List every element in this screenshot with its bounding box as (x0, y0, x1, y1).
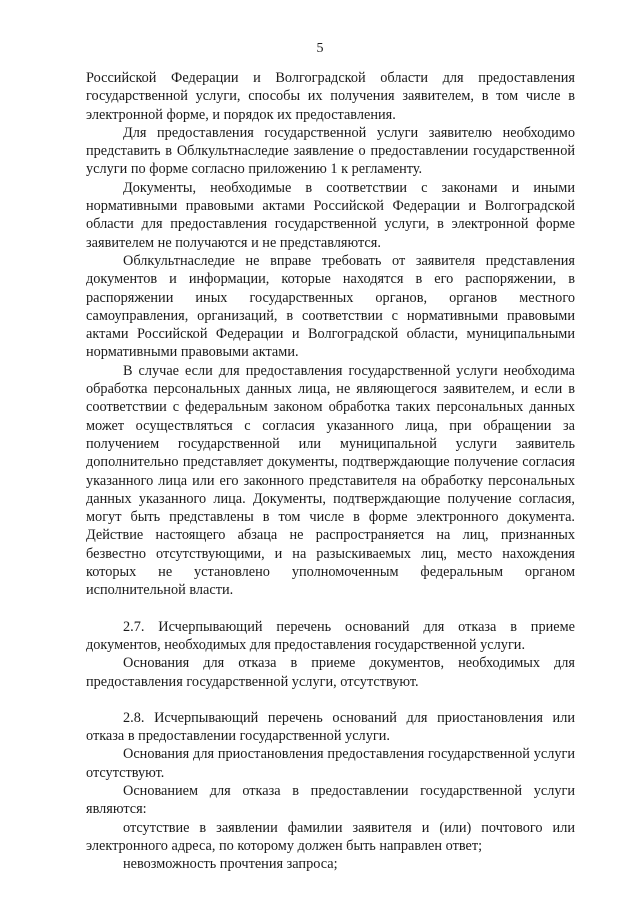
section-gap (86, 691, 575, 709)
paragraph: Основанием для отказа в предоставлении государственной услуги являются: (86, 782, 575, 818)
paragraph: Для предоставления государственной услуги заявителю необходимо представить в Облкультнаследие заявление о предоставлении государственной услуги по форме согласно приложению 1 к регламенту. (86, 124, 575, 178)
page-number: 5 (316, 41, 324, 56)
paragraph: отсутствие в заявлении фамилии заявителя и (или) почтового или электронного адреса, по которому должен быть направлен ответ; (86, 819, 575, 854)
section-gap (86, 600, 575, 618)
paragraph: 2.8. Исчерпывающий перечень оснований для приостановления или отказа в предоставлении государственной услуги. (86, 709, 575, 745)
paragraph: Российской Федерации и Волгоградской области для предоставления государственной услуги, способы их получения заявителем, в том числе в электронной форме, и порядок их предоставления. (86, 70, 575, 123)
paragraph: Облкультнаследие не вправе требовать от заявителя представления документов и информации, которые находятся в его распоряжении, в распоряжении иных государственных органов, органов местного самоуправления, организаций, в соответствии с нормативными правовыми актами Российской Федерации и Волгоградской области, муниципальными нормативными правовыми актами. (86, 252, 575, 361)
paragraph: 2.7. Исчерпывающий перечень оснований для отказа в приеме документов, необходимых для предоставления государственной услуги. (86, 618, 575, 653)
paragraph: Основания для приостановления предоставления государственной услуги отсутствуют. (86, 746, 575, 781)
paragraph: Основания для отказа в приеме документов, необходимых для предоставления государственной услуги, отсутствуют. (86, 655, 575, 690)
paragraph: В случае если для предоставления государственной услуги необходима обработка персональных данных лица, не являющегося заявителем, и если в соответствии с федеральным законом обработка таких персональных данных может осуществляться с согласия указанного лица, при обращении за получением государственной или муниципальной услуги заявитель дополнительно представляет документы, подтверждающие получение согласия указанного лица или его законного представителя на обработку персональных данных указанного лица. Документы, подтверждающие получение согласия, могут быть представлены в том числе в форме электронного документа. Действие настоящего абзаца не распространяется на лиц, признанных безвестно отсутствующими, и на разыскиваемых лиц, место нахождения которых не установлено уполномоченным федеральным органом исполнительной власти. (86, 362, 575, 599)
paragraph: невозможность прочтения запроса; (123, 856, 338, 873)
document-body (86, 69, 575, 873)
paragraph: Документы, необходимые в соответствии с законами и иными нормативными правовыми актами Российской Федерации и Волгоградской области для предоставления государственной услуги, в электронной форме заявителем не получаются и не представляются. (86, 179, 575, 251)
